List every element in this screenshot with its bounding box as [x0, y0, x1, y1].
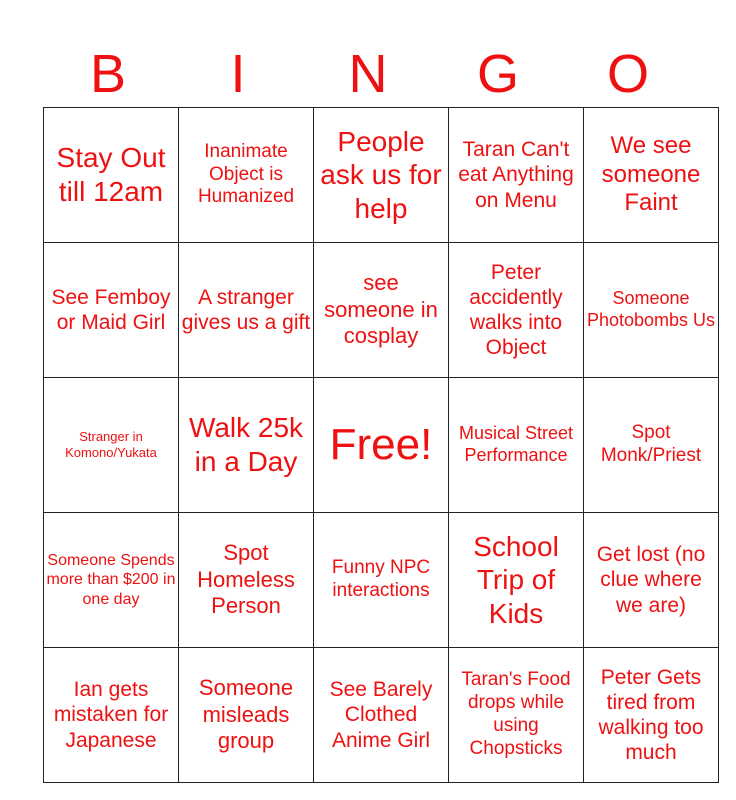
board-row [44, 378, 719, 513]
bingo-cell[interactable]: We see someone Faint [584, 108, 719, 243]
board-row [44, 648, 719, 783]
bingo-board [43, 107, 719, 783]
free-cell[interactable]: Free! [314, 378, 449, 513]
header-letter-o: O [606, 44, 649, 104]
bingo-cell[interactable]: Stay Out till 12am [44, 108, 179, 243]
bingo-cell[interactable]: See Femboy or Maid Girl [44, 243, 179, 378]
bingo-header [43, 40, 693, 108]
bingo-cell[interactable]: School Trip of Kids [449, 513, 584, 648]
bingo-cell[interactable]: Funny NPC interactions [314, 513, 449, 648]
bingo-cell[interactable]: Get lost (no clue where we are) [584, 513, 719, 648]
bingo-cell[interactable]: Someone Spends more than $200 in one day [44, 513, 179, 648]
bingo-cell[interactable]: Inanimate Object is Humanized [179, 108, 314, 243]
bingo-cell[interactable]: Stranger in Komono/Yukata [44, 378, 179, 513]
bingo-cell[interactable]: Taran's Food drops while using Chopsticks [449, 648, 584, 783]
header-letter-b: B [89, 44, 127, 104]
bingo-cell[interactable]: Ian gets mistaken for Japanese [44, 648, 179, 783]
bingo-cell[interactable]: Spot Monk/Priest [584, 378, 719, 513]
header-letter-g: G [476, 44, 519, 104]
board-row [44, 513, 719, 648]
bingo-cell[interactable]: Peter Gets tired from walking too much [584, 648, 719, 783]
bingo-cell[interactable]: A stranger gives us a gift [179, 243, 314, 378]
bingo-cell[interactable]: Someone Photobombs Us [584, 243, 719, 378]
bingo-cell[interactable]: People ask us for help [314, 108, 449, 243]
bingo-cell[interactable]: see someone in cosplay [314, 243, 449, 378]
bingo-cell[interactable]: Walk 25k in a Day [179, 378, 314, 513]
bingo-cell[interactable]: Peter accidently walks into Object [449, 243, 584, 378]
board-row [44, 108, 719, 243]
bingo-cell[interactable]: See Barely Clothed Anime Girl [314, 648, 449, 783]
bingo-cell[interactable]: Spot Homeless Person [179, 513, 314, 648]
header-letter-n: N [348, 44, 388, 104]
board-row [44, 243, 719, 378]
bingo-cell[interactable]: Musical Street Performance [449, 378, 584, 513]
bingo-cell[interactable]: Someone misleads group [179, 648, 314, 783]
bingo-cell[interactable]: Taran Can't eat Anything on Menu [449, 108, 584, 243]
header-letter-i: I [230, 44, 246, 104]
